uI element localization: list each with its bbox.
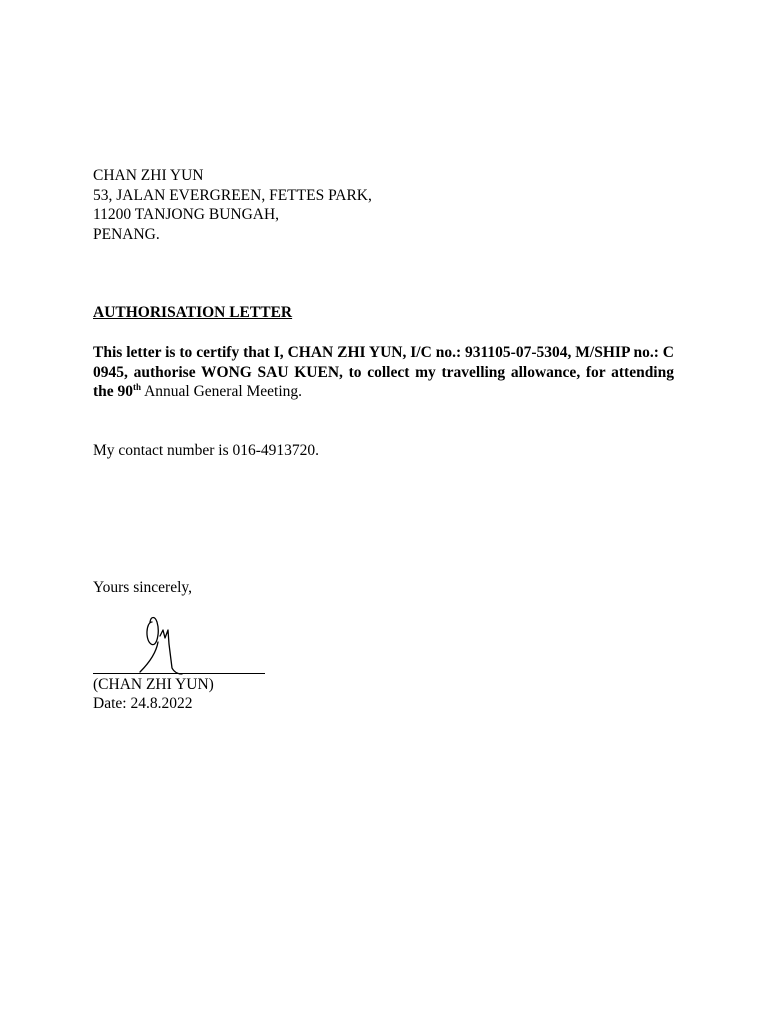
letter-date: Date: 24.8.2022 bbox=[93, 695, 193, 712]
sender-address-block bbox=[93, 166, 674, 244]
signature-line bbox=[93, 673, 265, 674]
letter-body-end: Annual General Meeting. bbox=[141, 383, 303, 400]
letter-body-main: This letter is to certify that I, CHAN ZHI YUN, I/C no.: 931105-07-5304, M/SHIP no.: C 0945, authorise WONG SAU KUEN, to collect my travelling allowance, for attending the 90 bbox=[93, 344, 674, 400]
letter-body bbox=[93, 343, 674, 402]
handwritten-signature bbox=[136, 610, 196, 680]
sender-name: CHAN ZHI YUN bbox=[93, 167, 204, 184]
sender-address-line-1: 53, JALAN EVERGREEN, FETTES PARK, bbox=[93, 186, 372, 204]
closing-salutation: Yours sincerely, bbox=[93, 579, 193, 596]
ordinal-suffix: th bbox=[133, 381, 142, 392]
sender-address-line-2: 11200 TANJONG BUNGAH, bbox=[93, 206, 280, 223]
contact-line: My contact number is 016-4913720. bbox=[93, 442, 320, 459]
letter-title: AUTHORISATION LETTER bbox=[93, 304, 293, 321]
signer-name: (CHAN ZHI YUN) bbox=[93, 676, 214, 693]
sender-address-line-3: PENANG. bbox=[93, 225, 160, 243]
